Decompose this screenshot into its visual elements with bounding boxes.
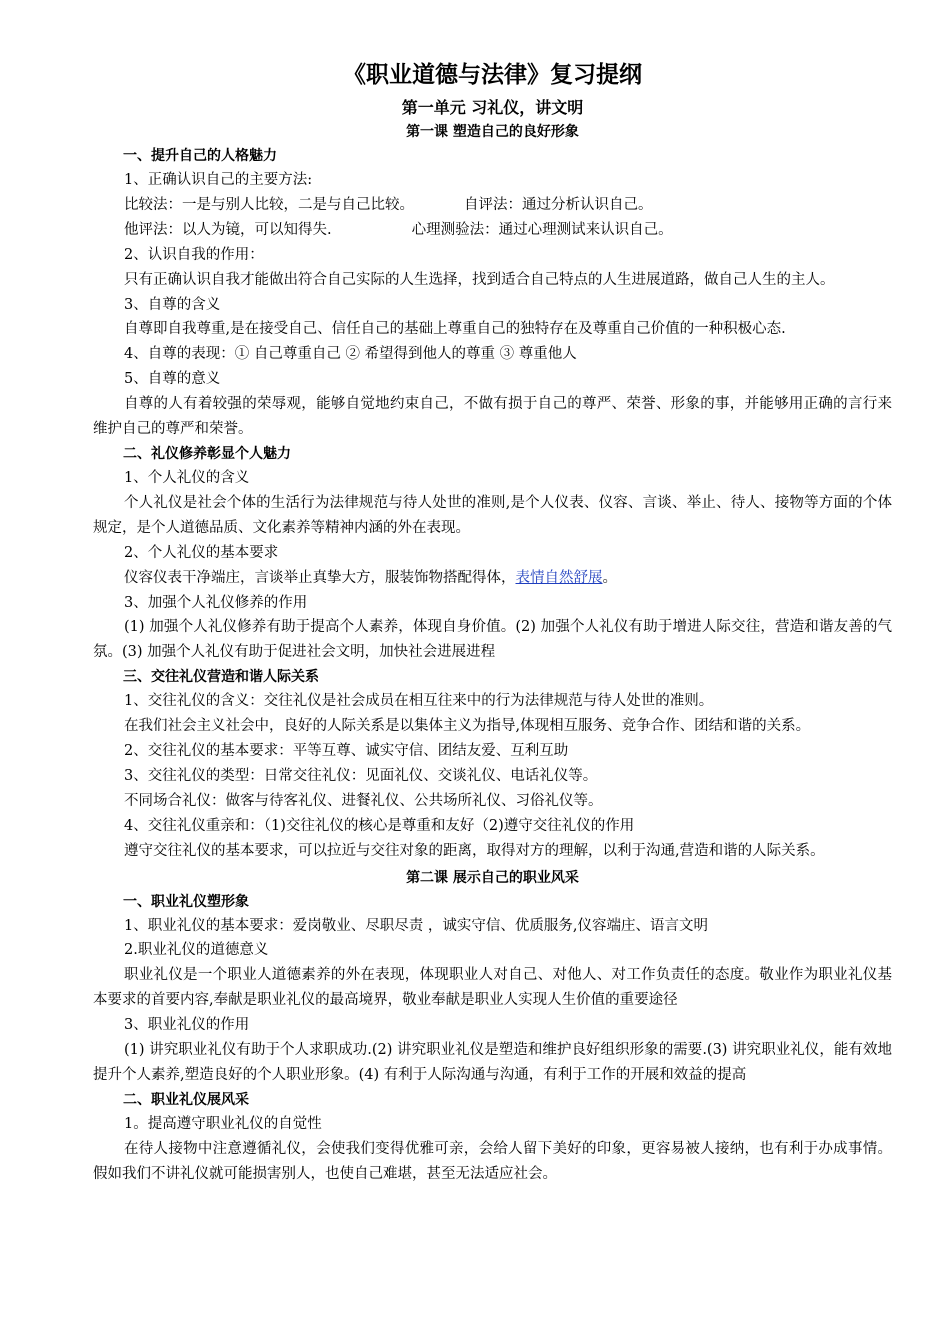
paragraph: 1、正确认识自己的主要方法:: [124, 172, 313, 188]
lesson-heading-1: 第一课 塑造自己的良好形象: [406, 124, 579, 140]
paragraph: 个人礼仪是社会个体的生活行为法律规范与待人处世的准则,是个人仪表、仪容、言谈、举止、待人、接物等方面的个体规定，是个人道德品质、文化素养等精神内涵的外在表现。: [93, 494, 892, 536]
paragraph: (1) 加强个人礼仪修养有助于提高个人素养，体现自身价值。(2) 加强个人礼仪有助于增进人际交往，营造和谐友善的气氛。(3) 加强个人礼仪有助于促进社会文明，加快社会进展进程: [93, 619, 892, 661]
paragraph: 4、自尊的表现：① 自己尊重自己 ② 希望得到他人的尊重 ③ 尊重他人: [124, 346, 577, 363]
text-span: 仪容仪表干净端庄，言谈举止真挚大方，服装饰物搭配得体，: [124, 569, 516, 586]
paragraph: 1、职业礼仪的基本要求：爱岗敬业、尽职尽责 ，诚实守信、优质服务,仪容端庄、语言文明: [124, 917, 708, 934]
section-heading-1: 一、提升自己的人格魅力: [123, 148, 277, 164]
paragraph: 3、自尊的含义: [124, 296, 221, 313]
paragraph: 1。提高遵守职业礼仪的自觉性: [124, 1115, 322, 1132]
paragraph: 2、认识自我的作用：: [124, 246, 264, 263]
section-heading-4: 一、职业礼仪塑形象: [123, 893, 249, 910]
paragraph: 自尊即自我尊重,是在接受自己、信任自己的基础上尊重自己的独特存在及尊重自己价值的一种积极心态.: [124, 321, 786, 338]
text-span: 自评法：通过分析认识自己。: [464, 196, 653, 213]
unit-heading: 第一单元 习礼仪，讲文明: [401, 98, 584, 117]
lesson-heading-2: 第二课 展示自己的职业风采: [406, 869, 579, 886]
paragraph: 在我们社会主义社会中，良好的人际关系是以集体主义为指导,体现相互服务、竞争合作、团结和谐的关系。: [124, 718, 811, 735]
section-heading-3: 三、交往礼仪营造和谐人际关系: [123, 669, 319, 686]
text-span: 。: [602, 569, 617, 586]
text-span: 心理测验法：通过心理测试来认识自己。: [411, 221, 673, 238]
paragraph: [93, 566, 892, 591]
paragraph: 3、交往礼仪的类型：日常交往礼仪：见面礼仪、交谈礼仪、电话礼仪等。: [124, 767, 598, 784]
paragraph: 4、交往礼仪重亲和：（1)交往礼仪的核心是尊重和友好（2)遵守交往礼仪的作用: [124, 817, 635, 834]
paragraph: 1、交往礼仪的含义：交往礼仪是社会成员在相互往来中的行为法律规范与待人处世的准则。: [124, 693, 714, 710]
hyperlink[interactable]: 表情自然舒展: [515, 569, 603, 586]
section-heading-2: 二、礼仪修养彰显个人魅力: [123, 445, 291, 462]
text-span: 比较法：一是与别人比较，二是与自己比较。: [124, 196, 414, 213]
paragraph: 1、个人礼仪的含义: [124, 469, 250, 486]
paragraph: 在待人接物中注意遵循礼仪，会使我们变得优雅可亲，会给人留下美好的印象，更容易被人接纳，也有利于办成事情。假如我们不讲礼仪就可能损害别人，也使自己难堪，甚至无法适应社会。: [93, 1140, 892, 1182]
paragraph: 3、职业礼仪的作用: [124, 1017, 250, 1034]
paragraph: 只有正确认识自我才能做出符合自己实际的人生选择，找到适合自己特点的人生进展道路，做自己人生的主人。: [124, 271, 835, 288]
paragraph: 不同场合礼仪：做客与待客礼仪、进餐礼仪、公共场所礼仪、习俗礼仪等。: [124, 792, 603, 809]
paragraph: (1) 讲究职业礼仪有助于个人求职成功.(2) 讲究职业礼仪是塑造和维护良好组织形象的需要.(3) 讲究职业礼仪，能有效地提升个人素养,塑造良好的个人职业形象。(4) 有利于人际沟通与沟通，有利于工作的开展和效益的提高: [93, 1042, 892, 1083]
document-title: 《职业道德与法律》复习提纲: [343, 62, 642, 88]
section-heading-5: 二、职业礼仪展风采: [123, 1091, 249, 1108]
paragraph: 3、加强个人礼仪修养的作用: [124, 594, 308, 611]
paragraph: 职业礼仪是一个职业人道德素养的外在表现，体现职业人对自己、对他人、对工作负责任的态度。敬业作为职业礼仪基本要求的首要内容,奉献是职业礼仪的最高境界，敬业奉献是职业人实现人生价值的重要途径: [93, 967, 892, 1009]
paragraph: [93, 193, 892, 218]
paragraph: 2.职业礼仪的道德意义: [124, 942, 269, 959]
paragraph: 自尊的人有着较强的荣辱观，能够自觉地约束自己，不做有损于自己的尊严、荣誉、形象的事，并能够用正确的言行来维护自己的尊严和荣誉。: [93, 396, 892, 438]
paragraph: 2、个人礼仪的基本要求: [124, 544, 279, 561]
paragraph: 2、交往礼仪的基本要求：平等互尊、诚实守信、团结友爱、互利互助: [124, 743, 569, 760]
paragraph: [93, 218, 892, 243]
text-span: 他评法：以人为镜，可以知得失.: [124, 221, 332, 238]
paragraph: 遵守交往礼仪的基本要求，可以拉近与交往对象的距离，取得对方的理解，以利于沟通,营造和谐的人际关系。: [124, 842, 825, 859]
paragraph: 5、自尊的意义: [124, 371, 221, 388]
